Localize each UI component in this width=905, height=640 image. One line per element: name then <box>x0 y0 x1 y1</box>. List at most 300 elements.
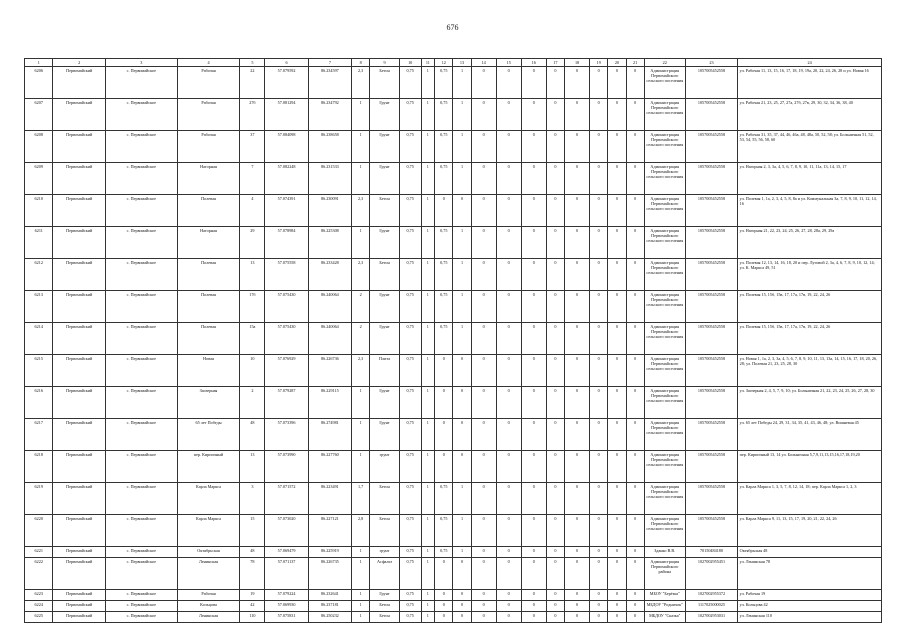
page-number: 676 <box>446 23 459 32</box>
column-header: 15 <box>496 59 521 67</box>
cell-addresses: ул. Ленинская 110 <box>738 612 882 623</box>
cell-zero: 0 <box>590 67 608 99</box>
cell-ogrn: 1057005452558 <box>685 323 737 355</box>
cell-settlement: с. Первомайское <box>105 163 177 195</box>
cell-zero: 0 <box>565 601 590 612</box>
cell-value: 1 <box>453 483 471 515</box>
cell-value: 0,75 <box>435 547 453 558</box>
cell-zero: 0 <box>590 612 608 623</box>
cell-organization: Администрация Первомайского сельского поселения <box>644 227 685 259</box>
cell-zero: 0 <box>565 259 590 291</box>
cell-settlement: с. Первомайское <box>105 387 177 419</box>
cell-longitude: 86.223491 <box>308 483 351 515</box>
cell-zero: 0 <box>590 291 608 323</box>
cell-ogrn: 1057005452558 <box>685 227 737 259</box>
cell-zero: 0 <box>521 483 546 515</box>
cell-zero: 0 <box>546 131 564 163</box>
cell-organization: Администрация Первомайского сельского поселения <box>644 355 685 387</box>
cell-id: 6225 <box>25 612 53 623</box>
cell-zero: 0 <box>608 67 626 99</box>
cell-zero: 0 <box>608 195 626 227</box>
cell-surface: грунт <box>370 547 400 558</box>
table-row <box>25 323 882 355</box>
cell-district: Первомайский <box>53 601 105 612</box>
cell-settlement: с. Первомайское <box>105 227 177 259</box>
cell-street: Рабочая <box>177 99 240 131</box>
cell-house-number: 48 <box>240 419 265 451</box>
cell-zero: 0 <box>626 227 644 259</box>
cell-zero: 0 <box>626 451 644 483</box>
cell-value: 0,75 <box>435 291 453 323</box>
cell-value: 0,75 <box>435 131 453 163</box>
cell-zero: 0 <box>471 259 496 291</box>
cell-zero: 0 <box>496 451 521 483</box>
cell-zero: 0 <box>626 601 644 612</box>
cell-zero: 0 <box>626 387 644 419</box>
column-header: 16 <box>521 59 546 67</box>
cell-zero: 0 <box>471 601 496 612</box>
cell-width: 1 <box>352 601 370 612</box>
cell-value: 0 <box>435 451 453 483</box>
cell-length: 0,75 <box>399 323 421 355</box>
table-row <box>25 67 882 99</box>
cell-value: 1 <box>453 99 471 131</box>
cell-zero: 0 <box>471 99 496 131</box>
cell-zero: 0 <box>608 291 626 323</box>
cell-zero: 0 <box>546 601 564 612</box>
cell-settlement: с. Первомайское <box>105 419 177 451</box>
cell-street: Ленинская <box>177 558 240 590</box>
cell-surface: Асфальт <box>370 558 400 590</box>
cell-latitude: 57.084098 <box>265 131 308 163</box>
cell-district: Первомайский <box>53 163 105 195</box>
cell-width: 2 <box>352 323 370 355</box>
cell-ogrn: 1057005452558 <box>685 515 737 547</box>
cell-zero: 0 <box>546 163 564 195</box>
cell-zero: 0 <box>546 291 564 323</box>
cell-zero: 0 <box>546 259 564 291</box>
cell-latitude: 57.075558 <box>265 259 308 291</box>
cell-district: Первомайский <box>53 291 105 323</box>
cell-street: Нагорная <box>177 227 240 259</box>
cell-zero: 0 <box>565 558 590 590</box>
table-row <box>25 259 882 291</box>
cell-value: 0 <box>453 612 471 623</box>
cell-ogrn: 1057005452558 <box>685 131 737 163</box>
cell-latitude: 57.082248 <box>265 163 308 195</box>
cell-organization: Администрация Первомайского сельского поселения <box>644 131 685 163</box>
cell-street: Октябрьская <box>177 547 240 558</box>
registry-body <box>25 67 882 623</box>
cell-id: 6216 <box>25 387 53 419</box>
cell-longitude: 86.231533 <box>308 163 351 195</box>
cell-zero: 0 <box>608 612 626 623</box>
cell-street: Нагорная <box>177 163 240 195</box>
cell-addresses: ул. Рабочая 11, 13, 15, 16, 17, 18, 19, 19а, 20, 22, 24, 26, 28 и ул. Новая 16 <box>738 67 882 99</box>
cell-zero: 0 <box>546 547 564 558</box>
cell-value: 1 <box>421 131 435 163</box>
cell-settlement: с. Первомайское <box>105 451 177 483</box>
cell-length: 0,75 <box>399 419 421 451</box>
cell-width: 1 <box>352 387 370 419</box>
cell-width: 1 <box>352 547 370 558</box>
cell-addresses: ул. Рабочая 31, 35, 37, 44, 46, 46а, 48, 48а, 50, 52, 58; ул. Больничная 51, 52, 53, 54, 55, 56, 58, 60 <box>738 131 882 163</box>
cell-value: 1 <box>421 323 435 355</box>
cell-zero: 0 <box>608 323 626 355</box>
cell-ogrn: 1057005452558 <box>685 99 737 131</box>
column-header: 3 <box>105 59 177 67</box>
cell-zero: 0 <box>471 387 496 419</box>
cell-zero: 0 <box>590 483 608 515</box>
cell-zero: 0 <box>496 601 521 612</box>
cell-length: 0,75 <box>399 99 421 131</box>
cell-zero: 0 <box>521 355 546 387</box>
cell-value: 1 <box>453 547 471 558</box>
cell-surface: Бетон <box>370 67 400 99</box>
cell-zero: 0 <box>608 227 626 259</box>
cell-zero: 0 <box>496 131 521 163</box>
column-header: 12 <box>435 59 453 67</box>
table-row <box>25 483 882 515</box>
cell-zero: 0 <box>565 195 590 227</box>
cell-length: 0,75 <box>399 195 421 227</box>
cell-zero: 0 <box>626 515 644 547</box>
cell-zero: 0 <box>590 419 608 451</box>
cell-value: 0,75 <box>435 483 453 515</box>
cell-longitude: 86.227760 <box>308 451 351 483</box>
cell-longitude: 86.230091 <box>308 195 351 227</box>
cell-zero: 0 <box>608 483 626 515</box>
cell-zero: 0 <box>521 131 546 163</box>
cell-house-number: 17б <box>240 291 265 323</box>
cell-id: 6223 <box>25 590 53 601</box>
cell-length: 0,75 <box>399 163 421 195</box>
cell-value: 0,75 <box>435 259 453 291</box>
cell-longitude: 86.237181 <box>308 601 351 612</box>
cell-surface: Грунт <box>370 387 400 419</box>
cell-width: 2 <box>352 291 370 323</box>
cell-id: 6212 <box>25 259 53 291</box>
cell-zero: 0 <box>608 451 626 483</box>
cell-zero: 0 <box>521 163 546 195</box>
cell-value: 0 <box>435 419 453 451</box>
cell-width: 1 <box>352 590 370 601</box>
cell-surface: Грунт <box>370 163 400 195</box>
cell-zero: 0 <box>471 131 496 163</box>
cell-zero: 0 <box>496 163 521 195</box>
column-header: 13 <box>453 59 471 67</box>
column-header: 22 <box>644 59 685 67</box>
cell-zero: 0 <box>471 227 496 259</box>
cell-value: 1 <box>421 227 435 259</box>
cell-zero: 0 <box>608 601 626 612</box>
cell-zero: 0 <box>590 387 608 419</box>
cell-district: Первомайский <box>53 419 105 451</box>
cell-zero: 0 <box>546 227 564 259</box>
cell-value: 1 <box>421 419 435 451</box>
table-row <box>25 590 882 601</box>
cell-value: 0 <box>435 387 453 419</box>
cell-zero: 0 <box>590 601 608 612</box>
table-row <box>25 291 882 323</box>
cell-street: Ленинская <box>177 612 240 623</box>
cell-value: 1 <box>453 515 471 547</box>
cell-latitude: 57.073020 <box>265 515 308 547</box>
cell-street: Рабочая <box>177 67 240 99</box>
cell-zero: 0 <box>565 163 590 195</box>
cell-street: Полевая <box>177 259 240 291</box>
cell-zero: 0 <box>521 195 546 227</box>
cell-zero: 0 <box>546 355 564 387</box>
cell-ogrn: 1057005452558 <box>685 259 737 291</box>
cell-street: Карла Маркса <box>177 483 240 515</box>
cell-zero: 0 <box>608 131 626 163</box>
cell-zero: 0 <box>471 419 496 451</box>
column-header: 5 <box>240 59 265 67</box>
cell-district: Первомайский <box>53 195 105 227</box>
cell-zero: 0 <box>521 558 546 590</box>
cell-value: 0 <box>453 355 471 387</box>
cell-zero: 0 <box>546 419 564 451</box>
cell-zero: 0 <box>565 419 590 451</box>
cell-id: 6224 <box>25 601 53 612</box>
cell-settlement: с. Первомайское <box>105 291 177 323</box>
cell-width: 1 <box>352 163 370 195</box>
cell-house-number: 4 <box>240 195 265 227</box>
cell-surface: Грунт <box>370 291 400 323</box>
cell-zero: 0 <box>608 419 626 451</box>
cell-settlement: с. Первомайское <box>105 601 177 612</box>
cell-zero: 0 <box>521 323 546 355</box>
cell-value: 1 <box>453 323 471 355</box>
cell-zero: 0 <box>546 387 564 419</box>
cell-surface: Грунт <box>370 131 400 163</box>
cell-length: 0,75 <box>399 601 421 612</box>
cell-value: 1 <box>453 227 471 259</box>
cell-zero: 0 <box>521 601 546 612</box>
cell-latitude: 57.079592 <box>265 67 308 99</box>
cell-zero: 0 <box>521 387 546 419</box>
cell-surface: Плита <box>370 355 400 387</box>
cell-house-number: 78 <box>240 558 265 590</box>
cell-ogrn: 1057005452558 <box>685 163 737 195</box>
cell-organization: МБДОУ "Сказка" <box>644 612 685 623</box>
cell-organization: МБДОУ "Родничок" <box>644 601 685 612</box>
cell-latitude: 57.073990 <box>265 451 308 483</box>
cell-longitude: 86.226735 <box>308 558 351 590</box>
cell-zero: 0 <box>608 387 626 419</box>
table-row <box>25 601 882 612</box>
cell-latitude: 57.081294 <box>265 99 308 131</box>
cell-zero: 0 <box>471 163 496 195</box>
cell-zero: 0 <box>626 483 644 515</box>
cell-value: 0 <box>453 387 471 419</box>
cell-surface: Грунт <box>370 99 400 131</box>
cell-organization: Администрация Первомайского сельского поселения <box>644 259 685 291</box>
column-header: 10 <box>399 59 421 67</box>
cell-house-number: 19 <box>240 590 265 601</box>
table-row <box>25 419 882 451</box>
cell-longitude: 86.225919 <box>308 547 351 558</box>
cell-zero: 0 <box>496 195 521 227</box>
cell-id: 6207 <box>25 99 53 131</box>
cell-zero: 0 <box>565 451 590 483</box>
cell-width: 1 <box>352 558 370 590</box>
cell-value: 1 <box>453 67 471 99</box>
cell-zero: 0 <box>565 131 590 163</box>
cell-zero: 0 <box>590 227 608 259</box>
cell-value: 0,75 <box>435 227 453 259</box>
table-row <box>25 131 882 163</box>
cell-ogrn: 1057005452558 <box>685 387 737 419</box>
cell-district: Первомайский <box>53 451 105 483</box>
cell-zero: 0 <box>626 291 644 323</box>
cell-house-number: 42 <box>240 601 265 612</box>
cell-settlement: с. Первомайское <box>105 547 177 558</box>
cell-zero: 0 <box>626 590 644 601</box>
cell-zero: 0 <box>546 451 564 483</box>
cell-zero: 0 <box>521 612 546 623</box>
cell-settlement: с. Первомайское <box>105 323 177 355</box>
cell-latitude: 57.073396 <box>265 419 308 451</box>
cell-zero: 0 <box>546 558 564 590</box>
cell-street: 65 лет Победы <box>177 419 240 451</box>
cell-street: Полевая <box>177 291 240 323</box>
cell-zero: 0 <box>546 483 564 515</box>
cell-organization: Администрация Первомайского сельского поселения <box>644 195 685 227</box>
cell-id: 6218 <box>25 451 53 483</box>
cell-street: Полевая <box>177 195 240 227</box>
cell-addresses: ул. Полевая 1, 1а, 2, 3, 4, 5, 8, 8а и ул. Коммунальная 3а, 7, 8, 9, 10, 11, 12, 14, 16 <box>738 195 882 227</box>
cell-longitude: 86.234597 <box>308 67 351 99</box>
cell-zero: 0 <box>496 558 521 590</box>
cell-zero: 0 <box>590 558 608 590</box>
cell-zero: 0 <box>521 99 546 131</box>
column-header: 24 <box>738 59 882 67</box>
cell-house-number: 13 <box>240 259 265 291</box>
cell-value: 1 <box>421 259 435 291</box>
cell-value: 0,75 <box>435 67 453 99</box>
cell-zero: 0 <box>496 99 521 131</box>
cell-length: 0,75 <box>399 259 421 291</box>
cell-addresses: ул. Полевая 15, 15б, 15в, 17, 17а, 17в, 19, 22, 24, 26 <box>738 323 882 355</box>
cell-zero: 0 <box>590 355 608 387</box>
cell-house-number: 7 <box>240 163 265 195</box>
cell-longitude: 86.227121 <box>308 515 351 547</box>
cell-value: 0,75 <box>435 515 453 547</box>
cell-surface: Бетон <box>370 515 400 547</box>
cell-latitude: 57.078984 <box>265 227 308 259</box>
cell-zero: 0 <box>590 451 608 483</box>
cell-value: 0 <box>453 590 471 601</box>
cell-zero: 0 <box>626 323 644 355</box>
cell-surface: Бетон <box>370 601 400 612</box>
cell-zero: 0 <box>546 590 564 601</box>
cell-zero: 0 <box>590 323 608 355</box>
cell-longitude: 86.226736 <box>308 355 351 387</box>
cell-zero: 0 <box>471 355 496 387</box>
cell-settlement: с. Первомайское <box>105 515 177 547</box>
cell-ogrn: 1027002955451 <box>685 558 737 590</box>
cell-width: 1,7 <box>352 483 370 515</box>
cell-zero: 0 <box>626 612 644 623</box>
cell-longitude: 86.229115 <box>308 387 351 419</box>
cell-addresses: ул. Полевая 15, 15б, 15в, 17, 17а, 17в, 19, 22, 24, 26 <box>738 291 882 323</box>
cell-longitude: 86.240064 <box>308 323 351 355</box>
cell-width: 1 <box>352 419 370 451</box>
cell-district: Первомайский <box>53 355 105 387</box>
cell-zero: 0 <box>546 67 564 99</box>
cell-longitude: 86.238658 <box>308 131 351 163</box>
cell-ogrn: 1027002955372 <box>685 590 737 601</box>
cell-ogrn: 1117025000025 <box>685 601 737 612</box>
cell-house-number: 110 <box>240 612 265 623</box>
cell-surface: Грунт <box>370 227 400 259</box>
cell-house-number: 22 <box>240 67 265 99</box>
cell-addresses: ул. Рабочая 19 <box>738 590 882 601</box>
cell-id: 6214 <box>25 323 53 355</box>
cell-zero: 0 <box>626 419 644 451</box>
table-row <box>25 515 882 547</box>
cell-addresses: ул. Нагорная 2, 3, 3а, 4, 5, 6, 7, 8, 9, 10, 11, 11а, 13, 14, 15, 17 <box>738 163 882 195</box>
cell-zero: 0 <box>546 612 564 623</box>
cell-zero: 0 <box>608 590 626 601</box>
cell-latitude: 57.075430 <box>265 323 308 355</box>
cell-length: 0,75 <box>399 355 421 387</box>
cell-zero: 0 <box>521 547 546 558</box>
cell-zero: 0 <box>590 590 608 601</box>
cell-value: 0,75 <box>435 163 453 195</box>
cell-ogrn: 1057005452558 <box>685 195 737 227</box>
registry-table <box>24 58 882 623</box>
cell-zero: 0 <box>626 99 644 131</box>
cell-longitude: 86.250232 <box>308 612 351 623</box>
cell-organization: Администрация Первомайского сельского поселения <box>644 323 685 355</box>
cell-zero: 0 <box>496 323 521 355</box>
cell-settlement: с. Первомайское <box>105 67 177 99</box>
cell-latitude: 57.071572 <box>265 483 308 515</box>
cell-length: 0,75 <box>399 483 421 515</box>
cell-value: 1 <box>421 483 435 515</box>
cell-zero: 0 <box>590 547 608 558</box>
cell-zero: 0 <box>471 195 496 227</box>
cell-value: 0,75 <box>435 323 453 355</box>
cell-district: Первомайский <box>53 483 105 515</box>
cell-zero: 0 <box>546 195 564 227</box>
cell-addresses: Октябрьская 48 <box>738 547 882 558</box>
cell-district: Первомайский <box>53 259 105 291</box>
cell-id: 6210 <box>25 195 53 227</box>
cell-id: 6208 <box>25 131 53 163</box>
column-header: 6 <box>265 59 308 67</box>
cell-width: 1 <box>352 227 370 259</box>
cell-street: Полевая <box>177 323 240 355</box>
cell-value: 0 <box>435 601 453 612</box>
column-header: 18 <box>565 59 590 67</box>
cell-zero: 0 <box>471 67 496 99</box>
table-row <box>25 387 882 419</box>
cell-value: 0 <box>435 612 453 623</box>
table-row <box>25 547 882 558</box>
cell-value: 0 <box>453 419 471 451</box>
cell-house-number: 37 <box>240 131 265 163</box>
cell-addresses: ул. Нагорная 21, 22, 23, 24, 25, 26, 27, 28, 28а, 29, 29а <box>738 227 882 259</box>
cell-value: 0 <box>435 355 453 387</box>
cell-length: 0,75 <box>399 67 421 99</box>
cell-district: Первомайский <box>53 612 105 623</box>
cell-value: 1 <box>421 291 435 323</box>
cell-district: Первомайский <box>53 131 105 163</box>
